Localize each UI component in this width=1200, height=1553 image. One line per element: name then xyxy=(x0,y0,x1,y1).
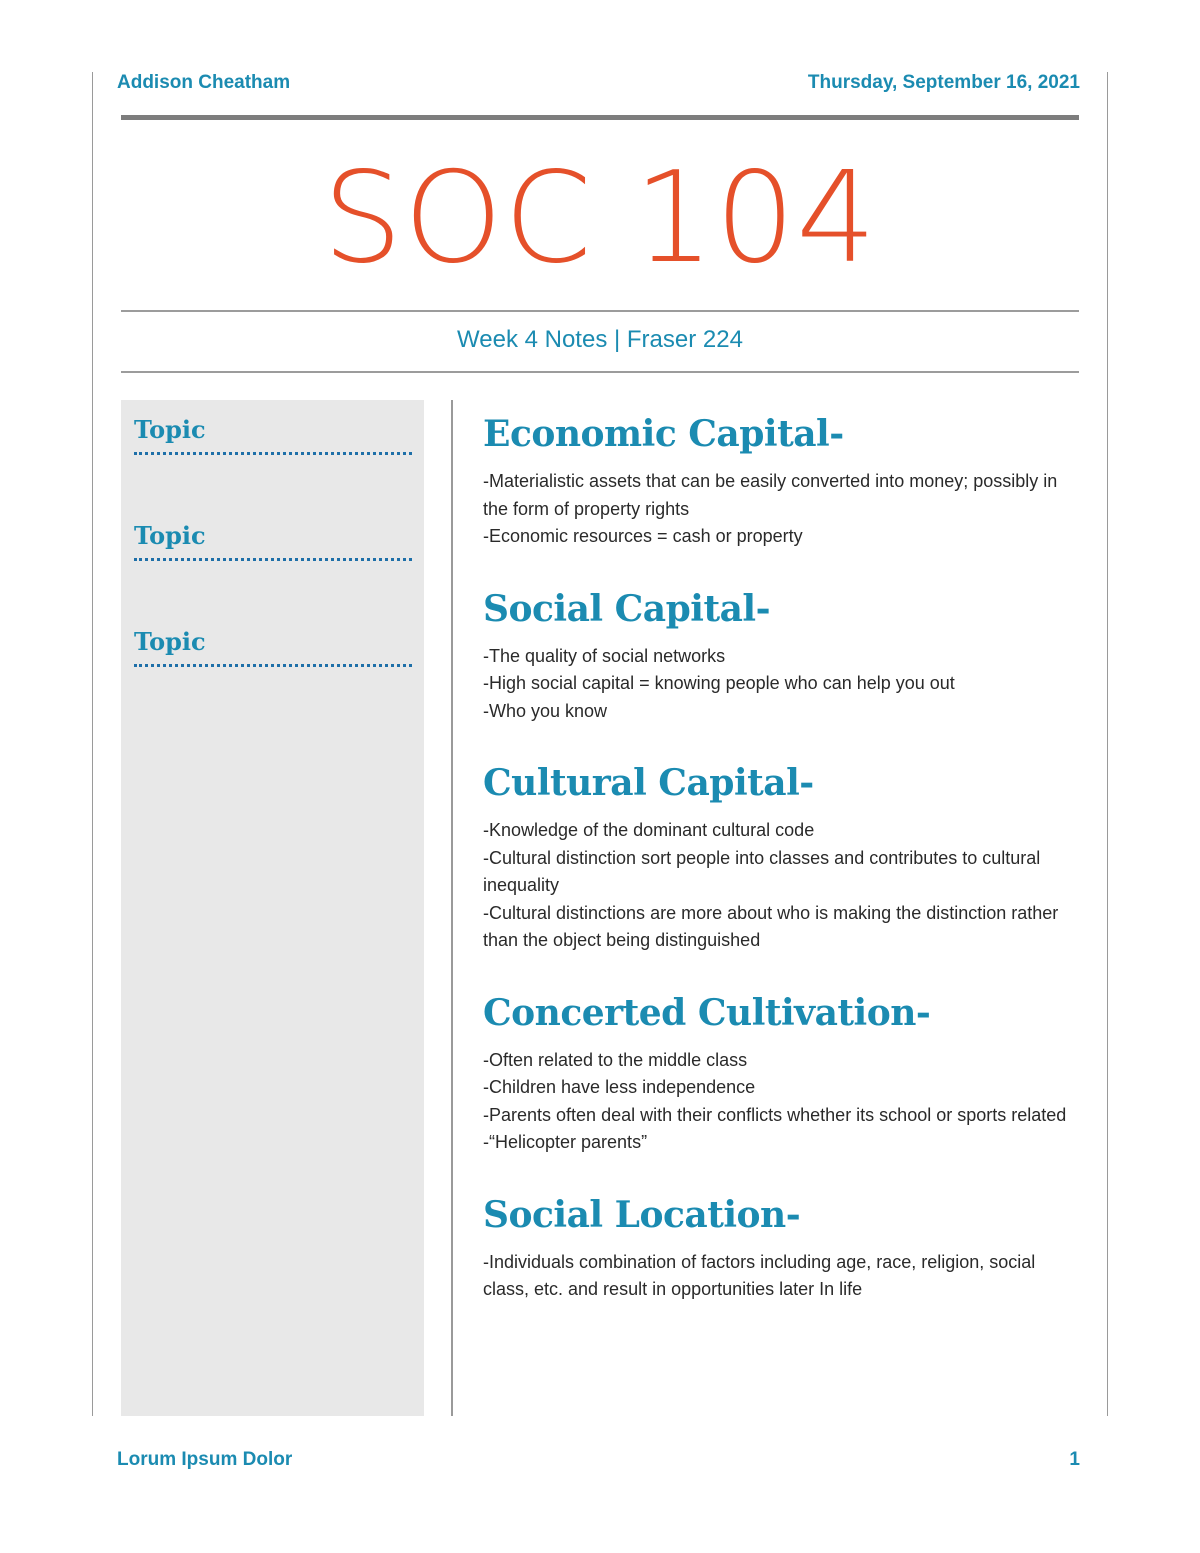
note-line: -Cultural distinctions are more about who is making the distinction rather than the object being distinguished xyxy=(483,902,1059,950)
section-heading: Social Capital- xyxy=(483,587,771,630)
topic-label: Topic xyxy=(134,521,206,550)
note-section xyxy=(483,985,1083,1157)
header-author: Addison Cheatham xyxy=(117,72,291,93)
note-line: -High social capital = knowing people who can help you out xyxy=(483,673,955,693)
topic-dotted-rule xyxy=(134,558,412,561)
title-rule-bottom xyxy=(121,371,1079,373)
section-heading: Concerted Cultivation- xyxy=(483,991,931,1034)
sidebar-topic xyxy=(134,624,412,667)
page-number: 1 xyxy=(1069,1449,1080,1470)
note-section xyxy=(483,1187,1083,1304)
footer-text: Lorum Ipsum Dolor xyxy=(117,1449,293,1470)
note-line: -Parents often deal with their conflicts whether its school or sports related xyxy=(483,1104,1067,1125)
note-line: -Economic resources = cash or property xyxy=(483,526,803,546)
note-line: -Children have less independence xyxy=(483,1077,756,1097)
note-line: -Materialistic assets that can be easily converted into money; possibly in the form of property rights xyxy=(483,471,1058,519)
note-line: -Cultural distinction sort people into classes and contributes to cultural inequality xyxy=(483,847,1041,895)
sidebar-topic xyxy=(134,412,412,455)
section-heading: Social Location- xyxy=(483,1193,801,1236)
note-section xyxy=(483,406,1083,551)
note-line: -The quality of social networks xyxy=(483,645,726,666)
section-heading: Cultural Capital- xyxy=(483,762,814,804)
note-section xyxy=(483,755,1083,955)
column-divider xyxy=(451,400,453,1416)
header-rule xyxy=(121,115,1079,120)
note-line: -Individuals combination of factors including age, race, religion, social class, etc. and result in opportunities later In life xyxy=(483,1251,1036,1299)
topic-dotted-rule xyxy=(134,664,412,667)
section-heading: Economic Capital- xyxy=(483,413,844,455)
note-line: -Often related to the middle class xyxy=(483,1049,748,1070)
note-line: -Who you know xyxy=(483,700,608,721)
topic-label: Topic xyxy=(134,627,206,656)
notes-column xyxy=(483,406,1083,1334)
header-date: Thursday, September 16, 2021 xyxy=(807,72,1080,93)
document-subtitle: Week 4 Notes | Fraser 224 xyxy=(457,326,743,353)
topic-label: Topic xyxy=(134,415,206,444)
note-line: -Knowledge of the dominant cultural code xyxy=(483,820,815,840)
title-rule-top xyxy=(121,310,1079,312)
sidebar-topic xyxy=(134,518,412,561)
note-section xyxy=(483,581,1083,726)
document-title: SOC 104 xyxy=(322,144,878,291)
note-line: -“Helicopter parents” xyxy=(483,1132,648,1152)
topic-dotted-rule xyxy=(134,452,412,455)
sidebar xyxy=(121,400,424,1416)
